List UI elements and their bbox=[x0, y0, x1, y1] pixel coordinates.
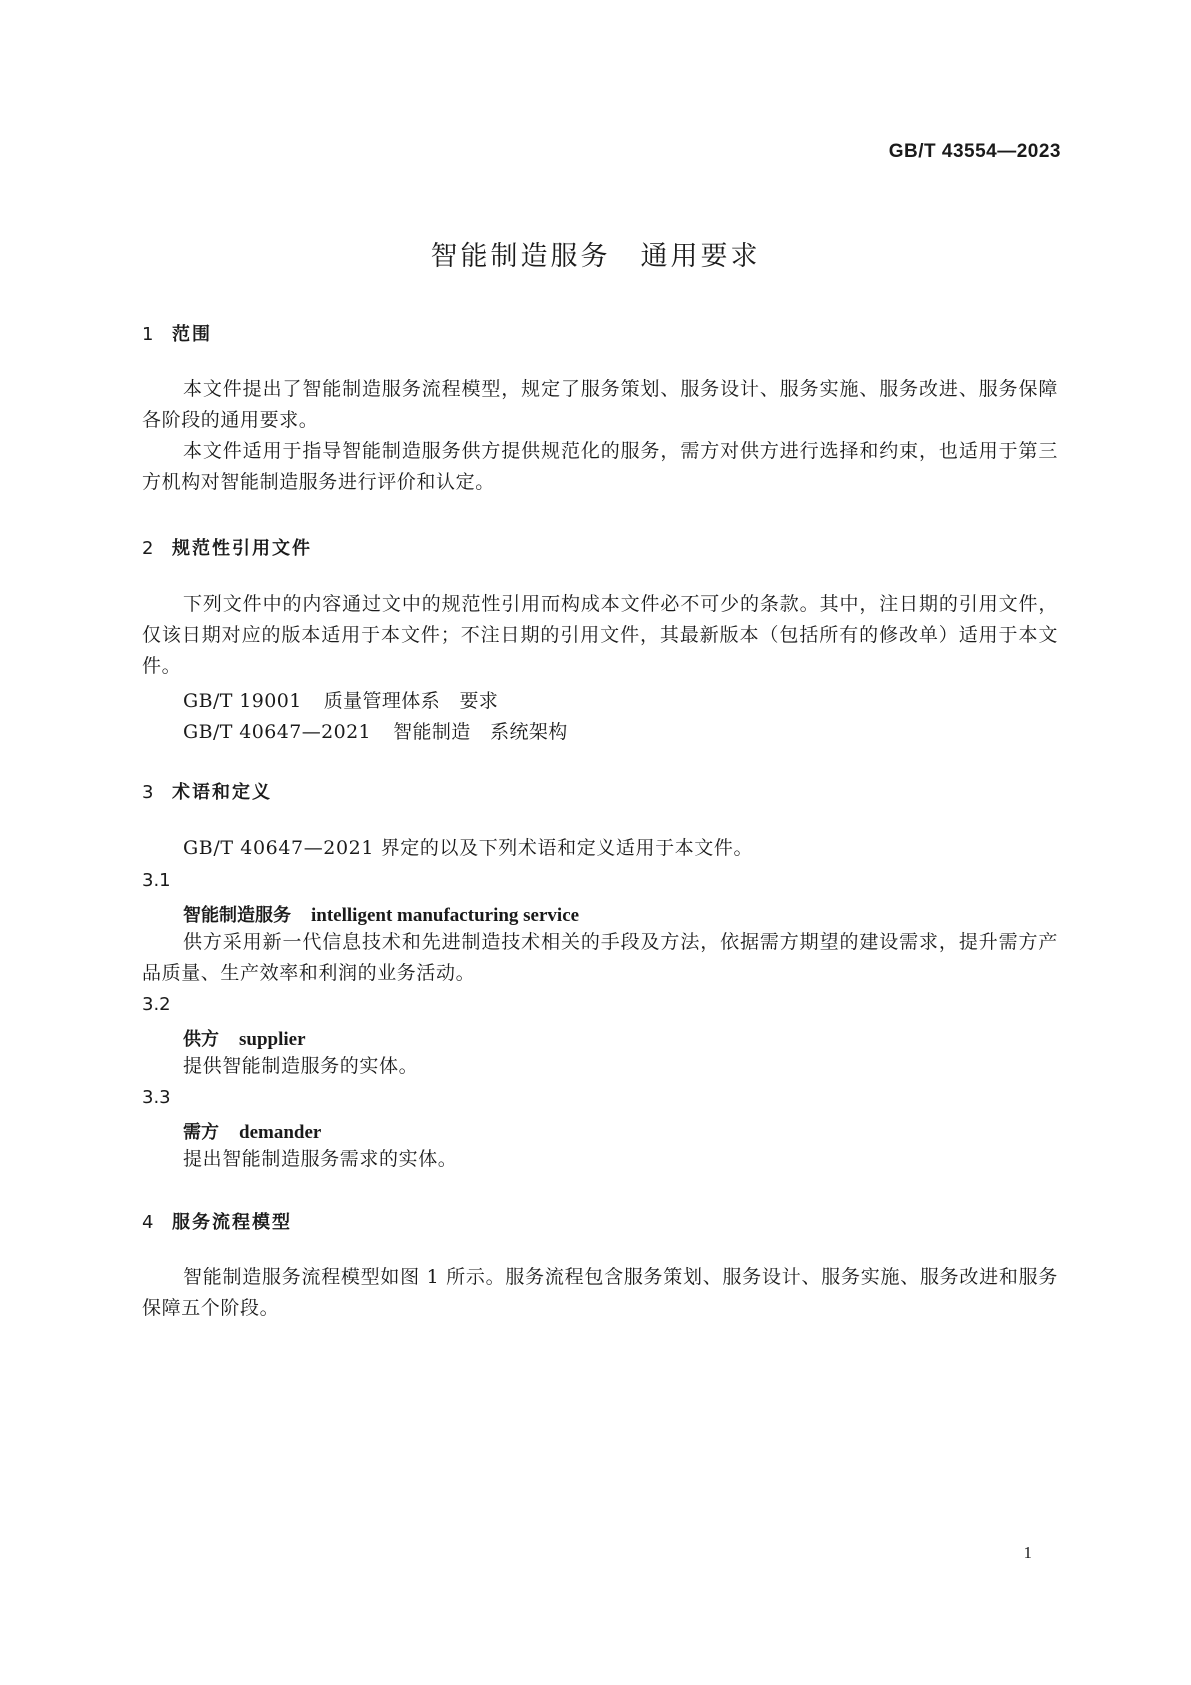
term-number: 3.1 bbox=[142, 870, 171, 891]
term-en: demander bbox=[239, 1122, 322, 1143]
reference-title: 质量管理体系 要求 bbox=[323, 690, 499, 712]
section-2-paragraph-1: 下列文件中的内容通过文中的规范性引用而构成本文件必不可少的条款。其中，注日期的引用文件，仅该日期对应的版本适用于本文件；不注日期的引用文件，其最新版本（包括所有的修改单）适用于本文件。 bbox=[142, 593, 1058, 677]
section-2-heading bbox=[142, 534, 312, 560]
term-definition: 供方采用新一代信息技术和先进制造技术相关的手段及方法，依据需方期望的建设需求，提升需方产品质量、生产效率和利润的业务活动。 bbox=[142, 931, 1058, 984]
section-3-intro: GB/T 40647—2021 界定的以及下列术语和定义适用于本文件。 bbox=[183, 837, 754, 859]
section-4-paragraph-1: 智能制造服务流程模型如图 1 所示。服务流程包含服务策划、服务设计、服务实施、服务改进和服务保障五个阶段。 bbox=[142, 1266, 1058, 1319]
reference-item bbox=[183, 717, 568, 744]
section-title: 术语和定义 bbox=[172, 782, 272, 803]
page-number: 1 bbox=[1023, 1543, 1032, 1562]
standard-number: GB/T 43554—2023 bbox=[888, 141, 1061, 162]
term-title bbox=[183, 1025, 306, 1051]
document-title: 智能制造服务 通用要求 bbox=[430, 241, 761, 272]
section-title: 范围 bbox=[172, 324, 212, 345]
term-title bbox=[183, 1118, 321, 1144]
term-number: 3.2 bbox=[142, 994, 171, 1015]
reference-title: 智能制造 系统架构 bbox=[393, 721, 568, 743]
section-3-heading bbox=[142, 778, 272, 804]
section-title: 服务流程模型 bbox=[172, 1212, 292, 1233]
section-1-paragraph-2: 本文件适用于指导智能制造服务供方提供规范化的服务，需方对供方进行选择和约束，也适用于第三方机构对智能制造服务进行评价和认定。 bbox=[142, 440, 1058, 493]
section-number: 1 bbox=[142, 324, 156, 345]
term-definition: 提出智能制造服务需求的实体。 bbox=[183, 1148, 458, 1170]
term-zh: 智能制造服务 bbox=[183, 905, 291, 926]
reference-item bbox=[183, 686, 498, 713]
term-zh: 需方 bbox=[183, 1122, 219, 1143]
term-en: intelligent manufacturing service bbox=[311, 905, 580, 926]
section-1-paragraph-1: 本文件提出了智能制造服务流程模型，规定了服务策划、服务设计、服务实施、服务改进、服务保障各阶段的通用要求。 bbox=[142, 378, 1058, 431]
term-title bbox=[183, 901, 579, 927]
section-4-heading bbox=[142, 1208, 292, 1234]
term-definition: 提供智能制造服务的实体。 bbox=[183, 1055, 419, 1077]
term-number: 3.3 bbox=[142, 1087, 171, 1108]
section-number: 4 bbox=[142, 1212, 156, 1233]
section-number: 2 bbox=[142, 538, 156, 559]
section-1-heading bbox=[142, 320, 212, 346]
section-title: 规范性引用文件 bbox=[172, 538, 312, 559]
reference-code: GB/T 40647—2021 bbox=[183, 721, 372, 743]
term-zh: 供方 bbox=[183, 1029, 219, 1050]
term-en: supplier bbox=[239, 1029, 306, 1050]
reference-code: GB/T 19001 bbox=[183, 690, 302, 712]
section-number: 3 bbox=[142, 782, 156, 803]
